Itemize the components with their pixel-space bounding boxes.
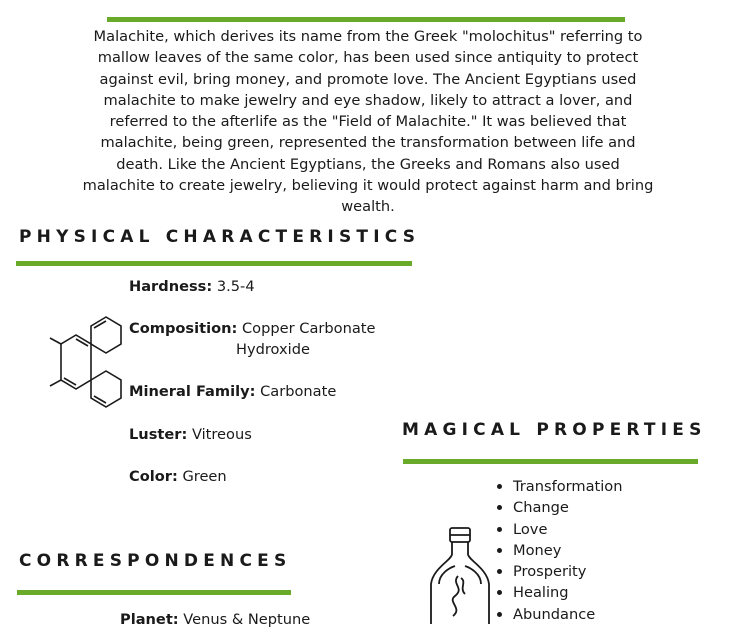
color-value: Green — [182, 468, 227, 485]
list-item: Prosperity — [497, 561, 623, 582]
chemical-structure-icon — [46, 316, 136, 426]
mineral-family-value: Carbonate — [260, 383, 337, 400]
luster-row — [129, 424, 252, 445]
list-item: Money — [497, 540, 623, 561]
composition-value-line1: Copper Carbonate — [241, 320, 376, 337]
luster-value: Vitreous — [191, 426, 252, 443]
correspondences-divider — [17, 590, 291, 595]
composition-value-line2: Hydroxide — [236, 341, 310, 358]
intro-paragraph: Malachite, which derives its name from the Greek "molochitus" referring to mallow leaves of the same color, has been used since antiquity to protect against evil, bring money, and promote love. The Ancient Egyptians used malachite to make jewelry and eye shadow, likely to attract a lover, and referred to the afterlife as the "Field of Malachite." It was believed that malachite, being green, represented the transformation between life and death. Like the Ancient Egyptians, the Greeks and Romans also used malachite to create jewelry, believing it would protect against harm and bring wealth. — [82, 28, 654, 216]
hardness-label: Hardness: — [129, 278, 213, 295]
planet-label: Planet: — [120, 611, 179, 628]
magical-section-title: MAGICAL PROPERTIES — [402, 420, 707, 440]
list-item: Love — [497, 519, 623, 540]
composition-label: Composition: — [129, 320, 238, 337]
magical-properties-list — [497, 476, 623, 625]
list-item: Transformation — [497, 476, 623, 497]
correspondences-section-title: CORRESPONDENCES — [19, 551, 292, 571]
list-item: Healing — [497, 582, 623, 603]
planet-value: Venus & Neptune — [183, 611, 311, 628]
color-row — [129, 466, 227, 487]
composition-row — [129, 318, 375, 360]
luster-label: Luster: — [129, 426, 188, 443]
physical-divider — [16, 261, 412, 266]
hardness-row — [129, 276, 255, 297]
mineral-family-label: Mineral Family: — [129, 383, 256, 400]
mineral-family-row — [129, 381, 336, 402]
color-label: Color: — [129, 468, 178, 485]
magical-divider — [403, 459, 698, 464]
top-divider — [107, 17, 625, 22]
list-item: Change — [497, 497, 623, 518]
hardness-value: 3.5-4 — [216, 278, 255, 295]
potion-bottle-icon — [425, 524, 495, 624]
list-item: Abundance — [497, 604, 623, 625]
physical-section-title: PHYSICAL CHARACTERISTICS — [19, 227, 421, 247]
